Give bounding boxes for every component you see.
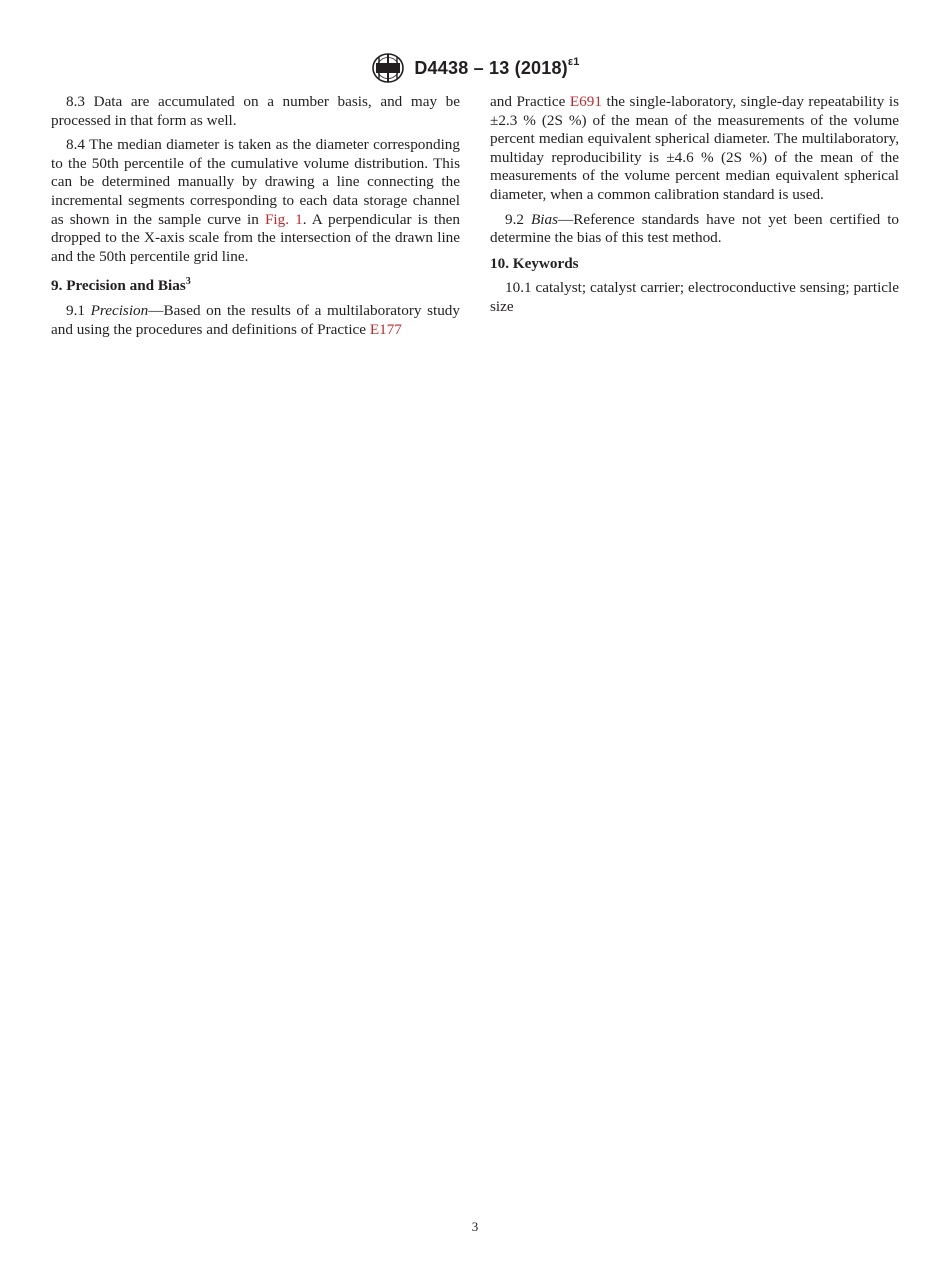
bias-term: Bias [531,210,559,228]
paragraph-9-1-continued: and Practice E691 the single-laboratory, single-day repeatability is ±2.3 % (2S %) of the mean of the measurements of the volume percent median equivalent spherical diameter. The multilaboratory, multiday reproducibility is ±4.6 % (2S %) of the mean of the measurements of the volume percent median equivalent spherical diameter, when a common calibration standard is used. [490,93,899,203]
paragraph-8-3: 8.3 Data are accumulated on a number basis, and may be processed in that form as well. [51,93,460,129]
page-header [0,52,950,89]
fig-1-link[interactable]: Fig. 1 [264,210,303,228]
e691-link[interactable]: E691 [569,93,602,110]
paragraph-9-1: 9.1 Precision—Based on the results of a multilaboratory study and using the procedures and definitions of Practice E177 [51,302,460,338]
e177-link[interactable]: E177 [369,320,402,338]
footnote-3-ref[interactable]: 3 [185,276,191,288]
section-10-heading: 10. Keywords [490,254,579,272]
paragraph-8-4: 8.4 The median diameter is taken as the diameter corresponding to the 50th percentile of the cumulative volume distribution. This can be determined manually by drawing a line connecting the incremental segments corresponding to each data storage channel as shown in the sample curve in Fig. 1. A perpendicular is then dropped to the X-axis scale from the intersection of the drawn line and the 50th percentile grid line. [51,136,460,265]
paragraph-10-1: 10.1 catalyst; catalyst carrier; electroconductive sensing; particle size [490,279,899,315]
precision-term: Precision [90,302,149,319]
document-designation: D4438 – 13 $(2018)^{\varepsilon 1}$ [414,55,580,78]
section-9-heading: 9. Precision and Bias$^3$ [51,276,191,295]
page-number: 3 [471,1219,479,1234]
designation-superscript: ε1 [567,55,580,68]
astm-logo-icon [370,52,406,84]
left-column [51,93,460,345]
right-column [490,93,899,323]
paragraph-9-2: 9.2 Bias—Reference standards have not yet been certified to determine the bias of this test method. [490,210,900,247]
